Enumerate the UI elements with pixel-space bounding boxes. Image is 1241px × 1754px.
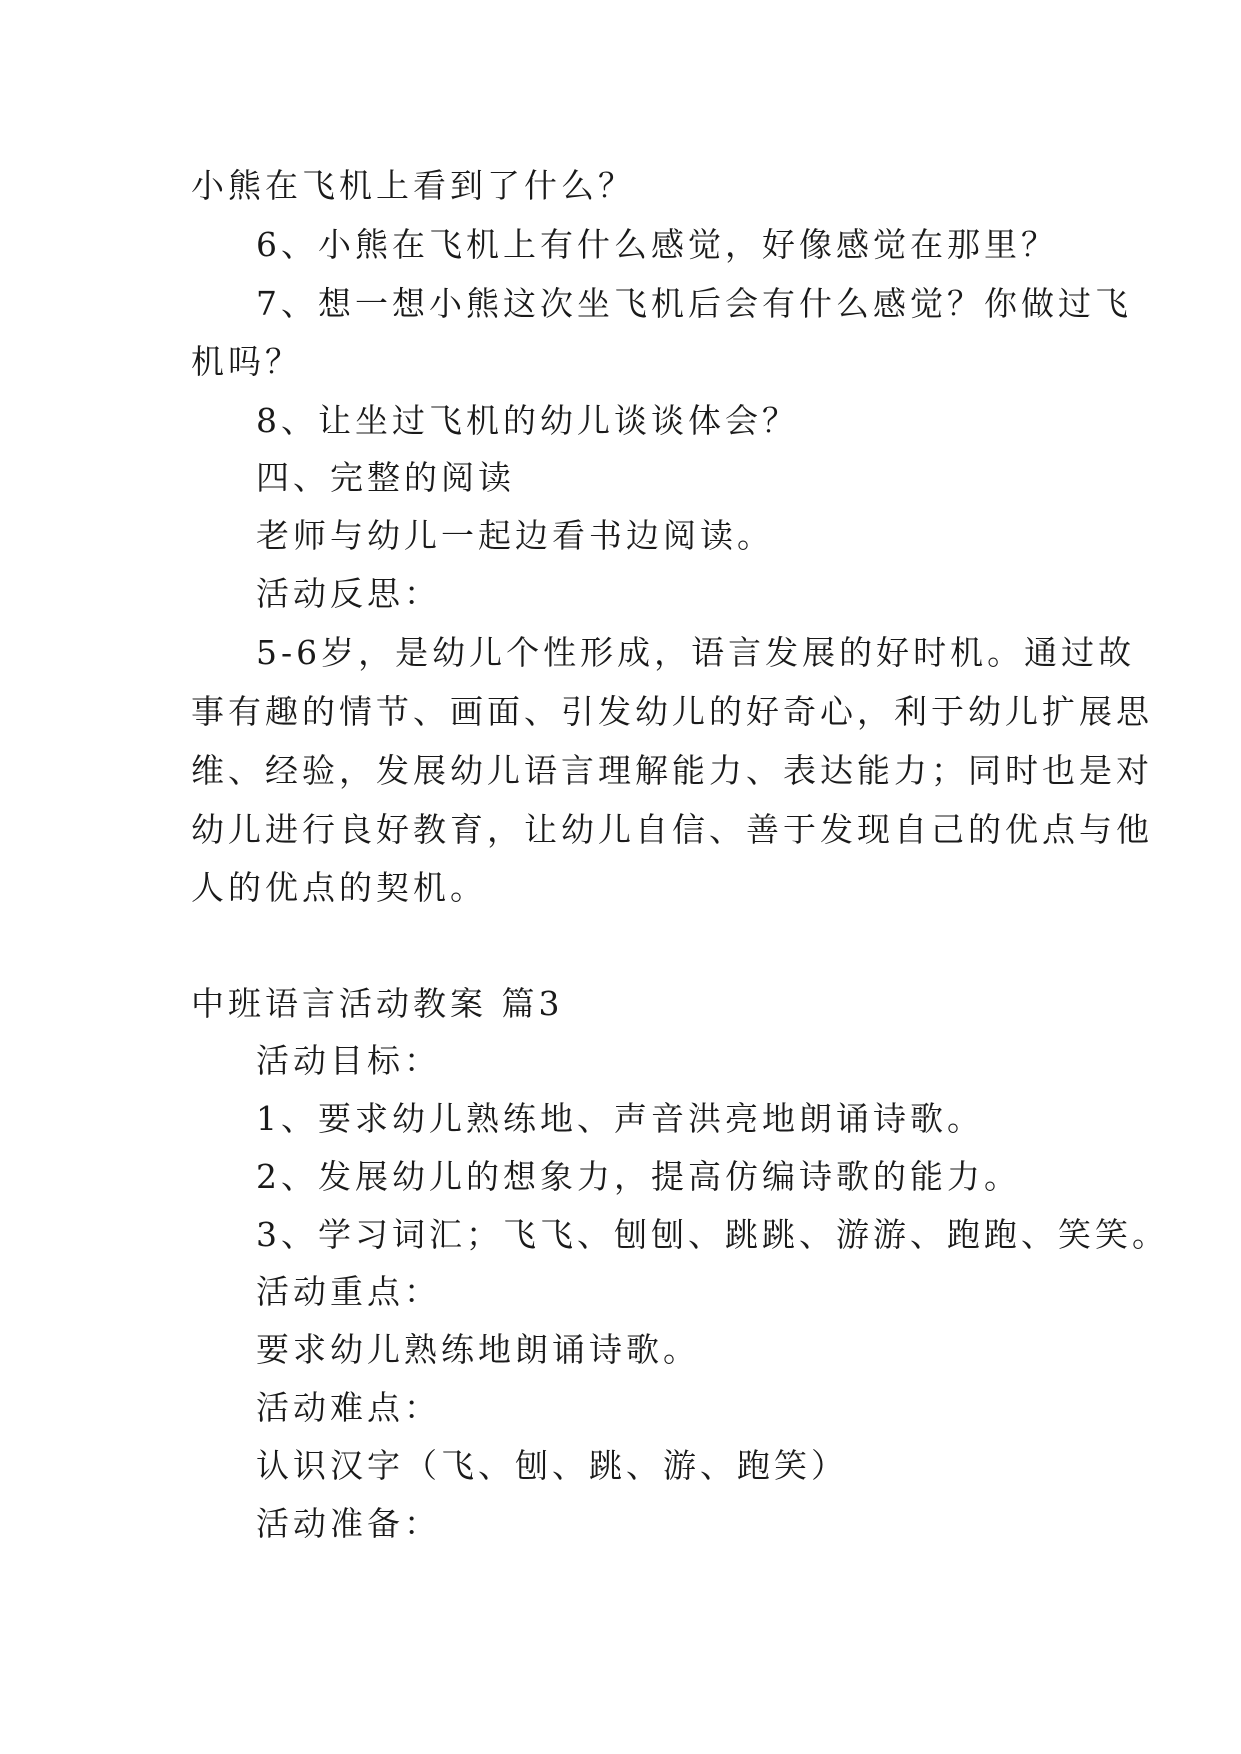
text-line: 2、发展幼儿的想象力，提高仿编诗歌的能力。 [256, 1157, 1021, 1196]
article-title: 中班语言活动教案 篇3 [191, 984, 564, 1023]
text-line: 幼儿进行良好教育，让幼儿自信、善于发现自己的优点与他 [191, 810, 1153, 849]
section-heading: 活动重点： [256, 1272, 441, 1311]
text-line: 1、要求幼儿熟练地、声音洪亮地朗诵诗歌。 [256, 1099, 984, 1138]
section-heading: 四、完整的阅读 [256, 458, 515, 497]
text-line: 维、经验，发展幼儿语言理解能力、表达能力；同时也是对 [191, 751, 1153, 790]
text-line: 5-6岁，是幼儿个性形成，语言发展的好时机。通过故 [256, 633, 1136, 672]
text-line: 事有趣的情节、画面、引发幼儿的好奇心，利于幼儿扩展思 [191, 692, 1153, 731]
section-heading: 活动反思： [256, 574, 441, 613]
text-line: 老师与幼儿一起边看书边阅读。 [256, 516, 774, 555]
text-line: 3、学习词汇；飞飞、刨刨、跳跳、游游、跑跑、笑笑。 [256, 1215, 1169, 1254]
text-line: 7、想一想小熊这次坐飞机后会有什么感觉？你做过飞 [256, 284, 1132, 323]
text-line: 人的优点的契机。 [191, 868, 487, 907]
section-heading: 活动难点： [256, 1388, 441, 1427]
section-heading: 活动目标： [256, 1041, 441, 1080]
text-line: 小熊在飞机上看到了什么？ [191, 166, 635, 205]
text-line: 认识汉字（飞、刨、跳、游、跑笑） [256, 1446, 848, 1485]
text-line: 要求幼儿熟练地朗诵诗歌。 [256, 1330, 700, 1369]
text-line: 8、让坐过飞机的幼儿谈谈体会？ [256, 401, 799, 440]
text-line: 机吗？ [191, 342, 302, 381]
text-line: 6、小熊在飞机上有什么感觉，好像感觉在那里？ [256, 225, 1058, 264]
section-heading: 活动准备： [256, 1504, 441, 1543]
